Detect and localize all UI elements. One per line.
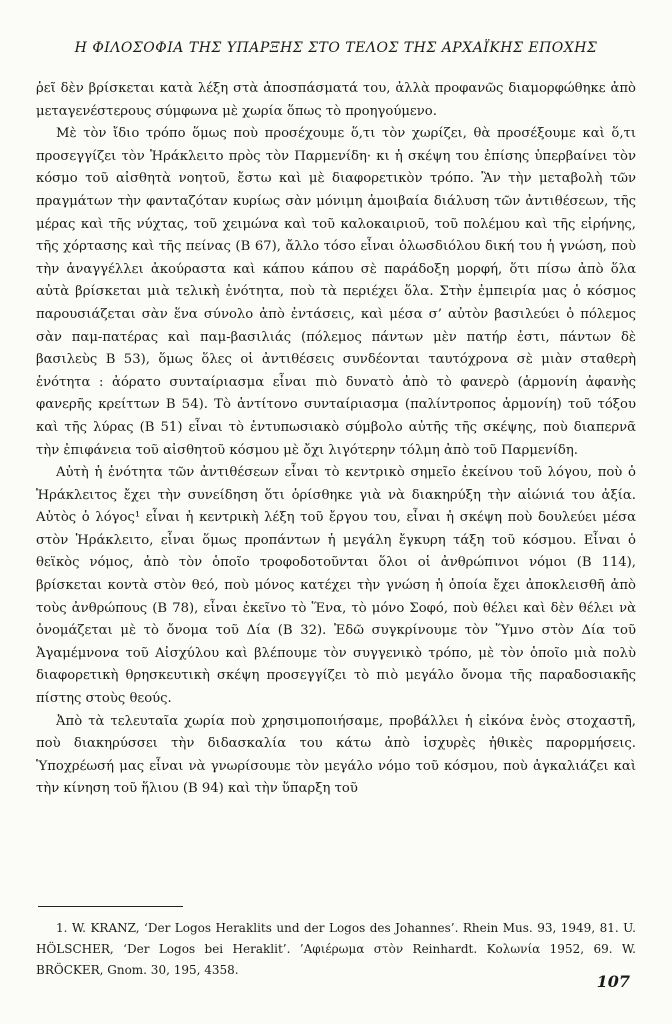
footnote-1: 1. W. KRANZ, ‘Der Logos Heraklits und der Logos des Johannes’. Rhein Mus. 93, 1949, 81. U. HÖLSCHER, ‘Der Logos bei Heraklit’. ’Αφιέρωμα στὸν Reinhardt. Κολωνία 1952, 69. W. BRÖCKER, Gnom. 30, 195, 4358. [36, 921, 636, 977]
paragraph-2: Μὲ τὸν ἴδιο τρόπο ὅμως ποὺ προσέχουμε ὅ,τι τὸν χωρίζει, θὰ προσέξουμε καὶ ὅ,τι προσεγγίζει τὸν Ἡράκλειτο πρὸς τὸν Παρμενίδη· κι ἡ σκέψη του ἐπίσης ὑπερβαίνει τὸν κόσμο τοῦ αἰσθητὰ νοητοῦ, ἔστω καὶ μὲ διαφορετικὸν τρόπο. Ἂν τὴν μεταβολὴ τῶν πραγμάτων τὴν φανταζόταν κυρίως σὰν μόνιμη ἀμοιβαία διάλυση τῶν ἀντιθέσεων, τῆς μέρας καὶ τῆς νύχτας, τοῦ χειμώνα καὶ τοῦ καλοκαιριοῦ, τοῦ πολέμου καὶ τῆς εἰρήνης, τῆς χόρτασης καὶ τῆς πείνας (B 67), ἄλλο τόσο εἶναι ὁλωσδιόλου δική του ἡ γνώση, ποὺ τὴν ἀναγγέλλει ἀκούραστα καὶ κάπου κάπου σὲ παράδοξη μορφή, ὅτι πίσω ἀπὸ ὅλα αὐτὰ βρίσκεται μιὰ τελικὴ ἑνότητα, ποὺ τὰ περιέχει ὅλα. Στὴν ἐμπειρία μας ὁ κόσμος παρουσιάζεται σὰν ἕνα σύνολο ἀπὸ ἐντάσεις, καὶ μέσα σ’ αὐτὸν βασιλεύει ὁ πόλεμος σὰν παμ-πατέρας καὶ παμ-βασιλιάς (πόλεμος πάντων μὲν πατήρ ἐστι, πάντων δὲ βασιλεὺς B 53), ὅμως ὅλες οἱ ἀντιθέσεις συνδέονται ταυτόχρονα σὲ μιὰν σταθερὴ ἑνότητα : ἀόρατο συνταίριασμα εἶναι πιὸ δυνατὸ ἀπὸ τὸ φανερὸ (ἁρμονίη ἀφανὴς φανερῆς κρείττων B 54). Τὸ ἀντίτονο συνταίριασμα (παλίντροπος ἁρμονίη) τοῦ τόξου καὶ τῆς λύρας (B 51) εἶναι τὸ ἐντυπωσιακὸ σύμβολο αὐτῆς τῆς σκέψης, ποὺ διαπερνᾶ τὴν ἐπιφάνεια τοῦ αἰσθητοῦ κόσμου μὲ ὄχι λιγότερην τόλμη ἀπὸ τοῦ Παρμενίδη. [36, 126, 636, 458]
book-page [36, 0, 636, 1024]
running-header: Η ΦΙΛΟΣΟΦΙΑ ΤΗΣ ΥΠΑΡΞΗΣ ΣΤΟ ΤΕΛΟΣ ΤΗΣ ΑΡΧΑΪΚΗΣ ΕΠΟΧΗΣ [74, 40, 598, 56]
paragraph-3: Αὐτὴ ἡ ἑνότητα τῶν ἀντιθέσεων εἶναι τὸ κεντρικὸ σημεῖο ἐκείνου τοῦ λόγου, ποὺ ὁ Ἡράκλειτος ἔχει τὴν συνείδηση ὅτι ὁρίσθηκε γιὰ νὰ διακηρύξη τὴν αἰώνιά του ἀξία. Αὐτὸς ὁ λόγος¹ εἶναι ἡ κεντρικὴ λέξη τοῦ ἔργου του, εἶναι ἡ σκέψη ποὺ δουλεύει μέσα στὸν Ἡράκλειτο, εἶναι ὅμως προπάντων ἡ μεγάλη ἔγκυρη τάξη τοῦ κόσμου. Εἶναι ὁ θεϊκὸς νόμος, ἀπὸ τὸν ὁποῖο τροφοδοτοῦνται ὅλοι οἱ ἀνθρώπινοι νόμοι (B 114), βρίσκεται κοντὰ στὸν θεό, ποὺ μόνος κατέχει τὴν γνώση ἡ ὁποία ἔχει ἀποκλεισθῆ ἀπὸ τοὺς ἀνθρώπους (B 78), εἶναι ἐκεῖνο τὸ Ἕνα, τὸ μόνο Σοφό, ποὺ θέλει καὶ δὲν θέλει νὰ ὀνομάζεται μὲ τὸ ὄνομα τοῦ Δία (B 32). Ἐδῶ συγκρίνουμε τὸν Ὕμνο στὸν Δία τοῦ Ἀγαμέμνονα τοῦ Αἰσχύλου καὶ βλέπουμε τὸν συγγενικὸ τρόπο, μὲ τὸν ὁποῖο μιὰ πολὺ διαφορετικὴ θρησκευτικὴ σκέψη προσεγγίζει τὸ πιὸ μεγάλο ὄνομα τῆς παραδοσιακῆς πίστης στοὺς θεούς. [36, 465, 636, 707]
footnote [36, 918, 636, 981]
body-text [36, 78, 636, 801]
paragraph-4: Ἀπὸ τὰ τελευταῖα χωρία ποὺ χρησιμοποιήσαμε, προβάλλει ἡ εἰκόνα ἑνὸς στοχαστῆ, ποὺ διακηρύσσει τὴν διδασκαλία του κάτω ἀπὸ ἰσχυρὲς ἠθικὲς παρορμήσεις. Ὑποχρέωσή μας εἶναι νὰ γνωρίσουμε τὸν μεγάλο νόμο τοῦ κόσμου, ποὺ ἀγκαλιάζει καὶ τὴν κίνηση τοῦ ἥλιου (B 94) καὶ τὴν ὕπαρξη τοῦ [36, 713, 636, 797]
paragraph-1: ῥεῖ δὲν βρίσκεται κατὰ λέξη στὰ ἀποσπάσματά του, ἀλλὰ προφανῶς διαμορφώθηκε ἀπὸ μεταγενέστερους σύμφωνα μὲ χωρία ὅπως τὸ προηγούμενο. [36, 81, 636, 119]
footnote-divider [38, 906, 183, 907]
page-number: 107 [596, 972, 630, 991]
